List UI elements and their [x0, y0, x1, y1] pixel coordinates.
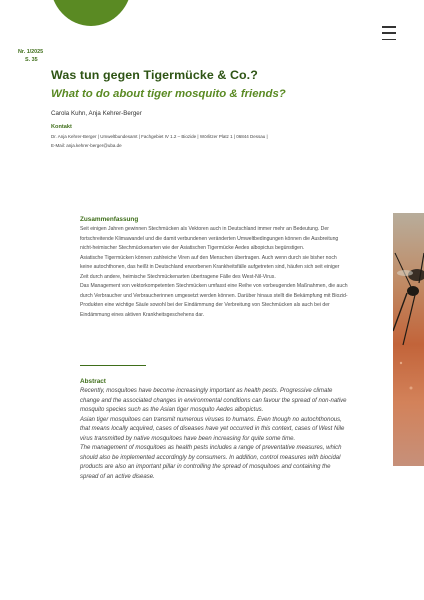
page-number: S. 35 — [25, 57, 38, 63]
zusammenfassung-heading: Zusammenfassung — [80, 216, 139, 223]
decorative-green-circle — [50, 0, 132, 26]
contact-info — [51, 133, 351, 150]
issue-meta — [18, 48, 43, 64]
section-divider — [80, 365, 146, 366]
abstract-paragraph: Asian tiger mosquitoes can transmit numerous viruses to humans. Even though no autochthonous, that means locally acquired, cases of diseases have yet occurred in this context, cases of West Nile virus transmitted by native mosquitoes have been increasing for quite some time. — [80, 416, 345, 442]
abstract-body — [80, 387, 348, 482]
contact-address: Dr. Anja Kehrer-Berger | Umweltbundesamt | Fachgebiet IV 1.2 – Biozide | Wörlitzer Platz 1 | 06844 Dessau | — [51, 134, 268, 139]
issue-number: Nr. 1/2025 — [18, 49, 44, 55]
abstract-heading: Abstract — [80, 378, 106, 385]
mosquito-illustration — [393, 213, 424, 466]
menu-line — [382, 26, 396, 28]
zusammenfassung-body — [80, 225, 348, 320]
abstract-paragraph: The management of mosquitoes as health pests includes a range of preventative measures, which should also be implemented accordingly by consumers. In addition, control measures with biocidal products are also an important pillar in controlling the spread of mosquitoes and containing the spread of an active disease. — [80, 445, 342, 480]
article-title: Was tun gegen Tigermücke & Co.? — [51, 68, 258, 82]
contact-email-line — [51, 142, 351, 151]
zusammenfassung-paragraph: Das Management von vektorkompetenten Stechmücken umfasst eine Reihe von vorbeugenden Maßnahmen, die auch durch Verbraucher und Verbraucherinnen umgesetzt werden können. Darüber hinaus stellt die Bekämpfung mit Biozid-Produkten eine wichtige Säule sowohl bei der Eindämmung der Verbreitung von Stechmücken als auch bei der Eindämmung eines aktiven Krankheitsgeschehens dar. — [80, 283, 348, 318]
contact-label: Kontakt — [51, 124, 72, 130]
menu-line — [382, 39, 396, 41]
hamburger-menu-icon[interactable] — [382, 26, 396, 40]
mosquito-photo — [393, 213, 424, 466]
zusammenfassung-paragraph: Asiatische Tigermücken können zahlreiche Viren auf den Menschen übertragen. Auch wenn durch sie bisher noch keine autochthonen, das heißt in Deutschland erworbenen Krankheitsfälle aufgetreten sind, häufen sich seit einiger Zeit durch andere, heimische Stechmückenarten übertragene Fälle des West-Nil-Virus. — [80, 254, 340, 280]
contact-email-prefix: E-Mail: — [51, 142, 67, 148]
article-authors: Carola Kuhn, Anja Kehrer-Berger — [51, 110, 142, 117]
article-subtitle: What to do about tiger mosquito & friends? — [51, 88, 286, 100]
zusammenfassung-paragraph: Seit einigen Jahren gewinnen Stechmücken als Vektoren auch in Deutschland immer mehr an Bedeutung. Der fortschreitende Klimawandel und die damit verbundenen veränderten Umweltbedingungen können die Ausbreitung nicht-heimischer Stechmückenarten wie der Asiatischen Tigermücke Aedes albopictus begünstigen. — [80, 226, 339, 251]
contact-email-link[interactable]: anja.kehrer-berger@uba.de — [66, 142, 122, 148]
abstract-paragraph: Recently, mosquitoes have become increasingly important as health pests. Progressive climate change and the associated changes in environmental conditions can favour the spread of non-native mosquito species such as the Asian tiger mosquito Aedes albopictus. — [80, 388, 347, 413]
menu-line — [382, 32, 396, 34]
